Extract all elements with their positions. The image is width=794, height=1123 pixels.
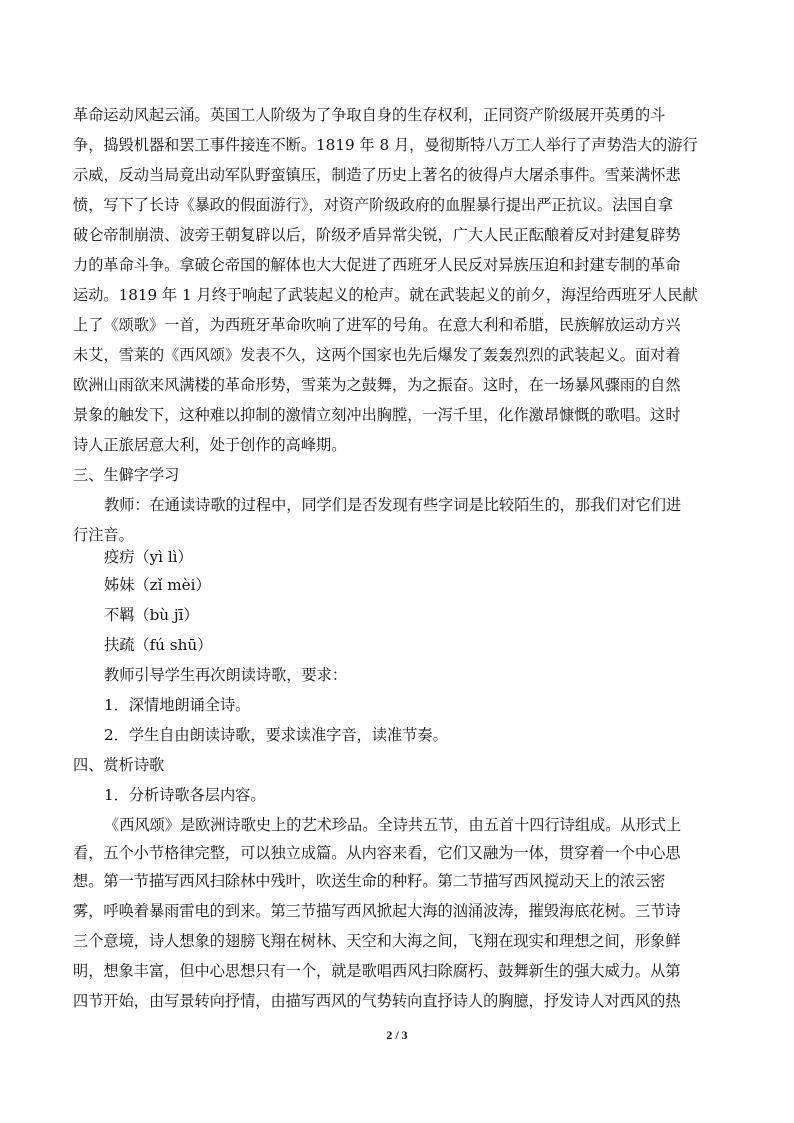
paragraph-line: 看，五个小节格律完整，可以独立成篇。从内容来看，它们又融为一体，贯穿着一个中心思 xyxy=(73,844,681,862)
paragraph-line: 愤，写下了长诗《暴政的假面游行》，对资产阶级政府的血腥暴行提出严正抗议。法国自拿 xyxy=(73,196,673,214)
teacher-text: 行注音。 xyxy=(73,526,134,544)
paragraph-line: 运动。1819 年 1 月终于响起了武装起义的枪声。就在武装起义的前夕，海涅给西班牙人民献 xyxy=(73,286,698,304)
vocab-item: 不羁（bù jī） xyxy=(104,606,199,624)
vocab-item: 疫疠（yì lì） xyxy=(104,548,193,566)
paragraph-line: 《西风颂》是欧洲诗歌史上的艺术珍品。全诗共五节，由五首十四行诗组成。从形式上 xyxy=(104,816,682,834)
paragraph-line: 革命运动风起云涌。英国工人阶级为了争取自身的生存权利，正同资产阶级展开英勇的斗 xyxy=(73,106,666,124)
teacher-text: 教师：在通读诗歌的过程中，同学们是否发现有些字词是比较陌生的，那我们对它们进 xyxy=(104,496,682,514)
paragraph-line: 力的革命斗争。拿破仑帝国的解体也大大促进了西班牙人民反对异族压迫和封建专制的革命 xyxy=(73,256,681,274)
paragraph-line: 三个意境，诗人想象的翅膀飞翔在树林、天空和大海之间，飞翔在现实和理想之间，形象鲜 xyxy=(73,932,681,950)
paragraph-line: 未艾，雪莱的《西风颂》发表不久，这两个国家也先后爆发了轰轰烈烈的武装起义。面对着 xyxy=(73,346,681,364)
paragraph-line: 景象的触发下，这种难以抑制的激情立刻冲出胸膛，一泻千里，化作激昂慷慨的歌唱。这时 xyxy=(73,406,681,424)
paragraph-line: 诗人正旅居意大利，处于创作的高峰期。 xyxy=(73,436,347,454)
paragraph-line: 上了《颂歌》一首，为西班牙革命吹响了进军的号角。在意大利和希腊，民族解放运动方兴 xyxy=(73,316,681,334)
paragraph-line: 欧洲山雨欲来风满楼的革命形势，雪莱为之鼓舞，为之振奋。这时，在一场暴风骤雨的自然 xyxy=(73,376,681,394)
vocab-item: 姊妹（zǐ mèi） xyxy=(104,576,211,594)
requirement-item: 2．学生自由朗读诗歌，要求读准字音，读准节奏。 xyxy=(104,726,448,744)
paragraph-line: 明，想象丰富，但中心思想只有一个，就是歌唱西风扫除腐朽、鼓舞新生的强大威力。从第 xyxy=(73,962,681,980)
requirement-item: 1．深情地朗诵全诗。 xyxy=(104,696,251,714)
section-heading: 四、赏析诗歌 xyxy=(73,756,165,774)
paragraph-line: 四节开始，由写景转向抒情，由描写西风的气势转向直抒诗人的胸臆，抒发诗人对西风的热 xyxy=(73,992,681,1010)
guide-text: 教师引导学生再次朗读诗歌，要求： xyxy=(104,666,347,684)
paragraph-line: 争，捣毁机器和罢工事件接连不断。1819 年 8 月，曼彻斯特八万工人举行了声势浩大的游行 xyxy=(73,136,698,154)
vocab-item: 扶疏（fú shū） xyxy=(104,636,213,654)
section-heading: 三、生僻字学习 xyxy=(73,466,180,484)
paragraph-line: 破仑帝制崩溃、波旁王朝复辟以后，阶级矛盾异常尖锐，广大人民正酝酿着反对封建复辟势 xyxy=(73,226,681,244)
paragraph-line: 想。第一节描写西风扫除林中残叶，吹送生命的种籽。第二节描写西风搅动天上的浓云密 xyxy=(73,872,666,890)
paragraph-line: 示威，反动当局竟出动军队野蛮镇压，制造了历史上著名的彼得卢大屠杀事件。雪莱满怀悲 xyxy=(73,166,681,184)
paragraph-line: 雾，呼唤着暴雨雷电的到来。第三节描写西风掀起大海的汹涌波涛，摧毁海底花树。三节诗 xyxy=(73,902,681,920)
page-number: 2 / 3 xyxy=(386,1028,408,1042)
analysis-item: 1．分析诗歌各层内容。 xyxy=(104,786,266,804)
